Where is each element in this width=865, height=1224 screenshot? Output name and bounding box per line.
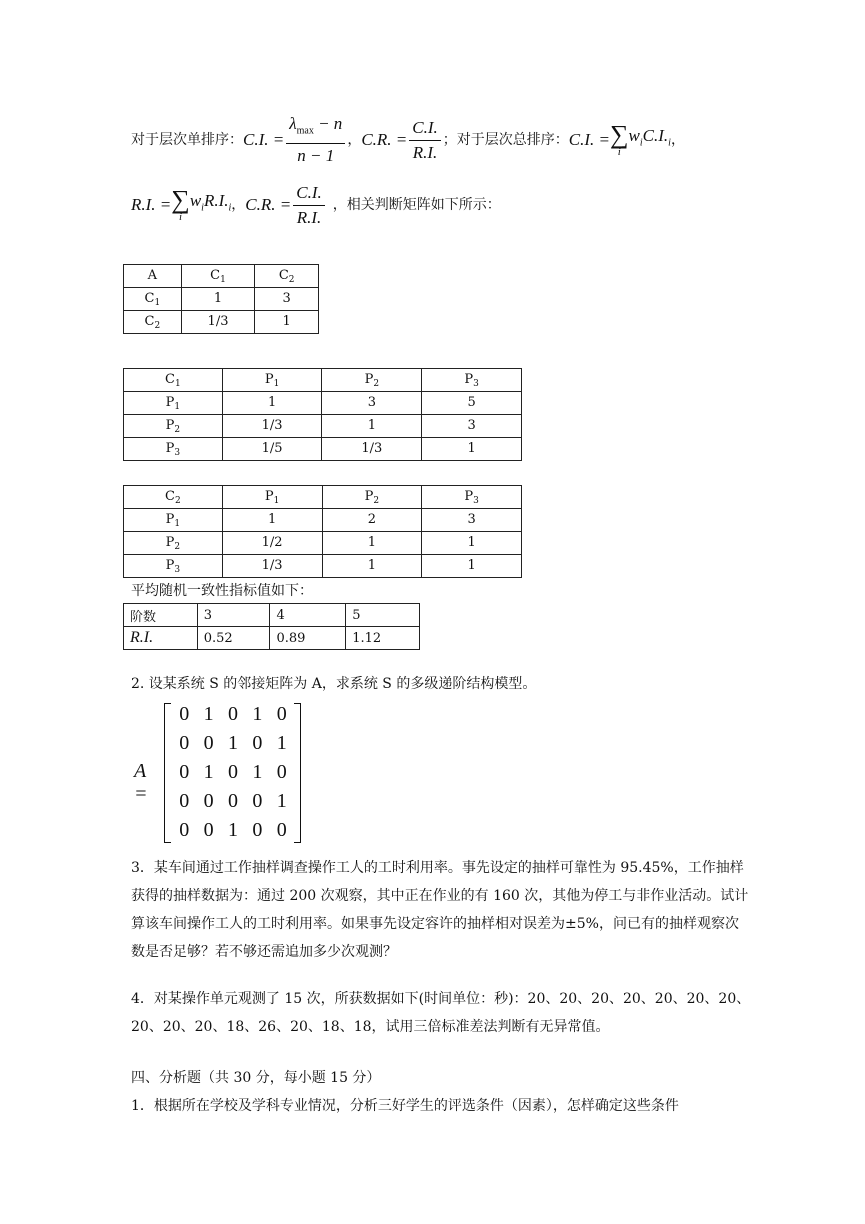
lambda-sub: max (296, 125, 314, 137)
matrix-entry: 0 (276, 703, 287, 725)
table-cell (422, 486, 522, 509)
table-cell (422, 509, 522, 532)
cell-subscript: 2 (174, 541, 181, 552)
table-cell (222, 392, 322, 415)
table-row (124, 438, 522, 461)
matrix-entry: 0 (227, 703, 238, 725)
cell-text: P (165, 440, 175, 456)
table-cell (322, 415, 422, 438)
cell-text: 1/3 (361, 440, 383, 456)
formula-line-2 (131, 182, 501, 228)
cell-text: 3 (367, 394, 376, 410)
cell-text: 3 (467, 511, 476, 527)
cr-label: C.R. = (361, 130, 408, 149)
matrix-entry: 0 (179, 819, 190, 841)
cell-text: C (210, 267, 221, 283)
table-row (124, 555, 522, 578)
cell-text: 1/5 (261, 440, 283, 456)
lambda-rest: − n (313, 113, 343, 133)
cell-text: P (264, 488, 274, 504)
left-bracket (164, 703, 171, 843)
matrix-entry: 0 (179, 732, 190, 754)
question-4-1: 1．根据所在学校及学科专业情况，分析三好学生的评选条件（因素），怎样确定这些条件 (131, 1098, 679, 1114)
table-cell (322, 555, 422, 578)
table-cell (222, 486, 322, 509)
question-2: 2. 设某系统 S 的邻接矩阵为 A，求系统 S 的多级递阶结构模型。 (131, 676, 537, 692)
matrix-entry: 1 (203, 761, 214, 783)
matrix-entry: 0 (203, 819, 214, 841)
table-cell (222, 369, 322, 392)
table-cell: 5 (346, 604, 420, 627)
table-cell (124, 486, 223, 509)
matrix-entry: 0 (179, 790, 190, 812)
table-cell (181, 288, 255, 311)
weight-sub: i (639, 137, 643, 149)
cell-text: P (464, 488, 474, 504)
table-cell (124, 509, 223, 532)
matrix-row (172, 729, 294, 758)
cell-subscript: 3 (473, 495, 479, 506)
ci-term: C.I. (642, 126, 669, 146)
ri-table (123, 603, 420, 650)
matrix-entry: 0 (203, 732, 214, 754)
ri-label: R.I. = (131, 195, 172, 214)
table-cell (124, 555, 223, 578)
table-cell: 0.89 (270, 627, 346, 650)
table-row (124, 265, 319, 288)
cell-text: P (165, 417, 175, 433)
matrix-entry: 0 (179, 761, 190, 783)
cell-text: 1 (282, 313, 291, 329)
cell-text: C (144, 313, 155, 329)
ci-label: C.I. = (243, 130, 285, 149)
cell-text: P (165, 557, 175, 573)
matrix-entry: 0 (227, 761, 238, 783)
matrices-intro: ，相关判断矩阵如下所示： (332, 197, 501, 213)
table-cell (422, 392, 522, 415)
table-row (124, 532, 522, 555)
table-cell: 4 (270, 604, 346, 627)
table-cell (322, 369, 422, 392)
matrix-entry: 1 (252, 761, 263, 783)
cell-text: C (165, 371, 175, 387)
judgment-matrix-C2 (123, 485, 522, 578)
table-cell: 3 (197, 604, 270, 627)
cell-subscript: 2 (373, 378, 380, 389)
comma: ， (347, 132, 362, 148)
cell-subscript: 2 (174, 424, 181, 435)
matrix-entry: 1 (227, 732, 238, 754)
ci-term-sub: i (668, 137, 671, 149)
cell-text: 1 (467, 440, 476, 456)
table-row (124, 392, 522, 415)
table-cell (181, 311, 255, 334)
ri-term: R.I. (203, 191, 229, 211)
cell-text: 1/3 (207, 313, 229, 329)
table-cell (422, 369, 522, 392)
matrix-entry: 1 (203, 703, 214, 725)
matrix-entry: 0 (276, 761, 287, 783)
cell-subscript: 1 (174, 378, 181, 389)
table-cell (222, 532, 322, 555)
table-cell: 1.12 (346, 627, 420, 650)
table-cell (322, 509, 422, 532)
matrix-entry: 1 (276, 732, 287, 754)
question-4: 4．对某操作单元观测了 15 次，所获数据如下(时间单位：秒)：20、20、20、20、20、20、20、20、20、20、18、26、20、18、18，试用三倍标准差法判断有无异常值。 (131, 991, 751, 1035)
table-cell (322, 532, 422, 555)
ri-term-sub: i (228, 202, 232, 214)
table-cell (255, 288, 319, 311)
matrix-row (172, 787, 294, 816)
cell-text: 5 (467, 394, 476, 410)
sum-index: i (617, 146, 621, 158)
table-cell (124, 369, 223, 392)
matrix-row (172, 700, 294, 729)
table-cell (222, 415, 322, 438)
table-cell (222, 509, 322, 532)
table-cell (322, 486, 422, 509)
cell-text: P (364, 371, 374, 387)
ri-caption: 平均随机一致性指标值如下： (131, 583, 313, 599)
cell-subscript: 1 (273, 378, 280, 389)
cell-subscript: 1 (220, 274, 226, 285)
cell-text: P (364, 488, 374, 504)
table-cell (124, 415, 223, 438)
cell-subscript: 2 (174, 495, 181, 506)
table-cell: 阶数 (124, 604, 198, 627)
sum-symbol: ∑ i (171, 185, 190, 223)
table-cell (222, 555, 322, 578)
cr2-denominator: R.I. (296, 207, 322, 227)
matrix-entry: 1 (227, 819, 238, 841)
cell-text: 3 (467, 417, 476, 433)
cell-subscript: 2 (288, 274, 295, 285)
table-row (124, 627, 420, 650)
right-bracket (294, 703, 301, 843)
matrix-entry: 1 (252, 703, 263, 725)
matrix-entry: 0 (276, 819, 287, 841)
table-cell (124, 392, 223, 415)
ci-denominator: n − 1 (297, 146, 335, 166)
matrix-label: A = (134, 760, 148, 805)
cell-subscript: 3 (473, 378, 479, 389)
table-cell (124, 532, 223, 555)
table-row (124, 415, 522, 438)
ci-fraction (286, 114, 345, 166)
matrix-entry: 0 (252, 819, 263, 841)
sum-index: i (179, 211, 183, 223)
table-row (124, 509, 522, 532)
sum-symbol: ∑ i (610, 120, 629, 158)
matrix-row (172, 758, 294, 787)
cell-text: 1 (367, 557, 376, 573)
cell-text: C (165, 488, 175, 504)
cell-text: 1/2 (261, 534, 283, 550)
cell-text: P (464, 371, 474, 387)
table-cell (322, 438, 422, 461)
table-cell (422, 555, 522, 578)
table-cell (322, 392, 422, 415)
ci-total-label: C.I. = (568, 130, 610, 149)
cr2-label: C.R. = (245, 195, 292, 214)
table-cell (222, 438, 322, 461)
cell-text: A (147, 267, 158, 283)
table-cell: 0.52 (197, 627, 270, 650)
table-cell (255, 311, 319, 334)
matrix-cells (172, 700, 294, 845)
cell-subscript: 3 (174, 564, 181, 575)
cell-text: 1 (267, 394, 277, 410)
cell-subscript: 2 (373, 495, 380, 506)
cell-text: 2 (367, 511, 376, 527)
cell-subscript: 3 (174, 447, 181, 458)
cell-text: 1 (367, 417, 376, 433)
cell-text: 1 (267, 511, 277, 527)
matrix-entry: 1 (276, 790, 287, 812)
table-cell: R.I. (124, 627, 198, 650)
table-cell (422, 532, 522, 555)
cell-text: 3 (282, 290, 291, 306)
section-heading: 四、分析题（共 30 分，每小题 15 分） (131, 1070, 381, 1086)
cr2-fraction (293, 183, 325, 228)
cell-text: C (144, 290, 155, 306)
cr2-numerator: C.I. (293, 183, 325, 206)
matrix-entry: 0 (179, 703, 190, 725)
table-row (124, 311, 319, 334)
question-3: 3．某车间通过工作抽样调查操作工人的工时利用率。事先设定的抽样可靠性为 95.45%，工作抽样获得的抽样数据为：通过 200 次观察，其中正在作业的有 160 次，其他为停工与非作业活动。试计算该车间操作工人的工时利用率。如果事先设定容许的抽样相对误差为±5%，问已有的抽样观察次数是否足够？若不够还需追加多少次观测？ (131, 860, 749, 960)
cell-text: C (278, 267, 289, 283)
matrix-entry: 0 (203, 790, 214, 812)
cell-subscript: 1 (174, 518, 181, 529)
matrix-entry: 0 (252, 732, 263, 754)
table-cell (124, 438, 223, 461)
cr-fraction (409, 118, 441, 163)
cr-denominator: R.I. (412, 142, 438, 162)
cell-text: 1 (467, 557, 476, 573)
cell-text: 1/3 (261, 557, 283, 573)
judgment-matrix-C1 (123, 368, 522, 461)
cell-text: P (165, 534, 175, 550)
table-cell (255, 265, 319, 288)
cr-numerator: C.I. (409, 118, 441, 141)
weight-w: w (628, 126, 640, 146)
cell-subscript: 2 (154, 320, 161, 331)
cell-text: P (264, 371, 274, 387)
cell-subscript: 1 (273, 495, 280, 506)
cell-text: 1 (367, 534, 376, 550)
cell-text: 1/3 (261, 417, 283, 433)
cell-text: 1 (467, 534, 476, 550)
table-cell (181, 265, 255, 288)
cell-subscript: 1 (174, 401, 181, 412)
table-cell (422, 438, 522, 461)
weight-sub: i (201, 202, 204, 214)
matrix-entry: 0 (227, 790, 238, 812)
table-row (124, 604, 420, 627)
table-row (124, 288, 319, 311)
formula-line-1 (131, 113, 685, 166)
matrix-entry: 0 (252, 790, 263, 812)
comma: ， (231, 197, 246, 213)
table-row (124, 369, 522, 392)
cell-text: P (165, 511, 175, 527)
cell-text: P (165, 394, 175, 410)
table-row (124, 486, 522, 509)
lambda: λ (289, 113, 297, 133)
cell-subscript: 1 (154, 297, 161, 308)
matrix-row (172, 816, 294, 845)
cell-text: 1 (213, 290, 223, 306)
single-ranking-label: 对于层次单排序： (131, 132, 243, 148)
total-ranking-label: ；对于层次总排序： (442, 132, 569, 148)
table-cell (124, 288, 182, 311)
judgment-matrix-A (123, 264, 319, 334)
comma: ， (670, 132, 685, 148)
table-cell (422, 415, 522, 438)
table-cell (124, 265, 182, 288)
table-cell (124, 311, 182, 334)
weight-w: w (189, 191, 202, 211)
